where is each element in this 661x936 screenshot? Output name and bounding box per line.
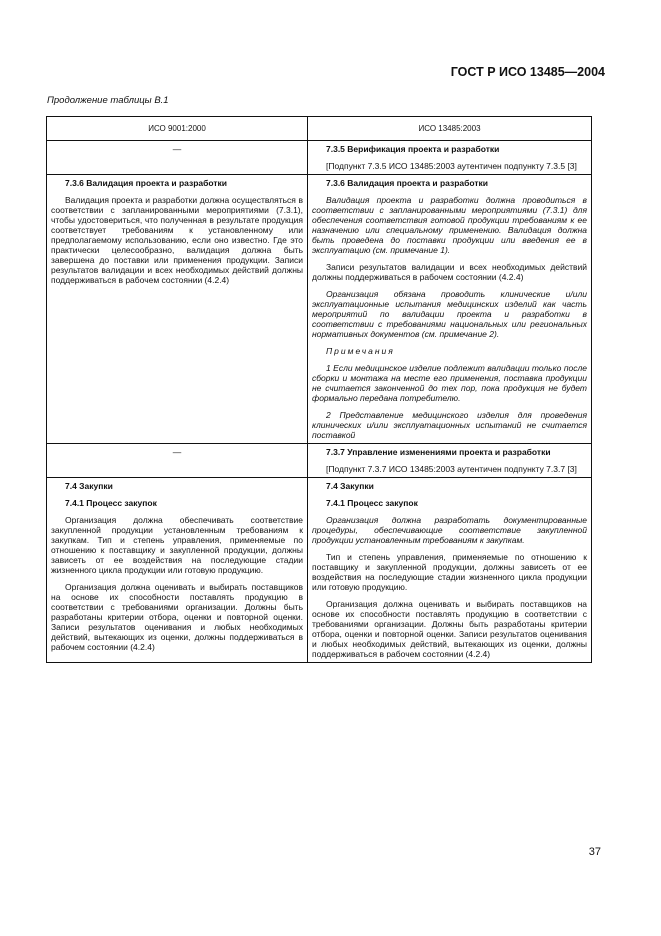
clause-heading: 7.4.1 Процесс закупок (326, 498, 418, 508)
clause-heading: 7.4.1 Процесс закупок (65, 498, 157, 508)
paragraph: Организация должна обеспечивать соответствие закупленной продукции установленным требованиям к закупкам. Тип и степень управления, применяемые по отношению к поставщику и закупленной продукции, должны зависеть от ее воздействия на последующие стадии жизненного цикла продукции или готовую продукцию. (51, 515, 303, 575)
cell-iso13485 (308, 141, 592, 175)
cell-iso13485 (308, 478, 592, 663)
cell-iso9001 (47, 141, 308, 175)
table-row (47, 444, 592, 478)
table-row (47, 478, 592, 663)
cell-iso13485 (308, 444, 592, 478)
paragraph: Организация обязана проводить клинические и/или эксплуатационные испытания медицинских изделий как часть мероприятий по валидации проекта и разработки в соответствии с требованиями национальных или региональных нормативных документов (см. примечание 2). (312, 289, 587, 339)
column-header-iso13485: ИСО 13485:2003 (308, 117, 592, 141)
paragraph: Валидация проекта и разработки должна проводиться в соответствии с запланированными мероприятиями (7.3.1) для обеспечения соответствия готовой продукции требованиям к ее назначению или специальному применению. Валидация должна быть проведена до поставки продукции или введения ее в эксплуатацию (см. примечание 1). (312, 195, 587, 255)
column-header-iso9001: ИСО 9001:2000 (47, 117, 308, 141)
empty-dash: — (172, 144, 182, 154)
document-title: ГОСТ Р ИСО 13485—2004 (450, 65, 605, 79)
paragraph: Валидация проекта и разработки должна осуществляться в соответствии с запланированными мероприятиями (7.3.1), чтобы удостовериться, что полученная в результате продукция соответствует требованиям к установленному или предполагаемому использованию, если оно известно. Где это практически целесообразно, валидация должна быть завершена до поставки или применения продукции. Записи результатов валидации и всех необходимых действий должны поддерживаться в рабочем состоянии (4.2.4) (51, 195, 303, 285)
clause-heading: 7.3.5 Верификация проекта и разработки (326, 144, 500, 154)
table-caption: Продолжение таблицы В.1 (47, 95, 169, 106)
cell-iso9001 (47, 478, 308, 663)
paragraph: Организация должна оценивать и выбирать поставщиков на основе их способности поставлять продукцию в соответствии с требованиями организации. Должны быть разработаны критерии отбора, оценки и повторной оценки. Записи результатов оценивания и любых необходимых действий, вытекающих из оценки, должны поддерживаться в рабочем состоянии (4.2.4) (51, 582, 303, 652)
table-row (47, 141, 592, 175)
cell-iso9001 (47, 444, 308, 478)
comparison-table (46, 116, 592, 663)
paragraph: Записи результатов валидации и всех необходимых действий должны поддерживаться в рабочем состоянии (4.2.4) (312, 262, 587, 282)
paragraph: [Подпункт 7.3.7 ИСО 13485:2003 аутентичен подпункту 7.3.7 [3] (326, 464, 577, 474)
clause-heading: 7.3.6 Валидация проекта и разработки (65, 178, 228, 188)
clause-heading: 7.3.7 Управление изменениями проекта и разработки (326, 447, 551, 457)
cell-iso13485 (308, 175, 592, 444)
table-header-row (47, 117, 592, 141)
paragraph: Организация должна оценивать и выбирать поставщиков на основе их способности поставлять продукцию в соответствии с требованиями организации. Должны быть разработаны критерии отбора, оценки и повторной оценки. Записи результатов оценивания и любых необходимых действий, вытекающих из оценки, должны поддерживаться в рабочем состоянии (4.2.4) (312, 599, 587, 659)
note-item: 1 Если медицинское изделие подлежит валидации только после сборки и монтажа на месте его применения, поставка продукции не считается законченной до тех пор, пока продукция не будет формально передана потребителю. (312, 363, 587, 403)
table-row (47, 175, 592, 444)
section-heading: 7.4 Закупки (326, 481, 374, 491)
cell-iso9001 (47, 175, 308, 444)
clause-heading: 7.3.6 Валидация проекта и разработки (326, 178, 489, 188)
notes-heading: Примечания (326, 346, 395, 356)
paragraph: Тип и степень управления, применяемые по отношению к поставщику и закупленной продукции, должны зависеть от ее воздействия на последующие стадии жизненного цикла продукции или готовую продукцию. (312, 552, 587, 592)
empty-dash: — (172, 447, 182, 457)
paragraph: Организация должна разработать документированные процедуры, обеспечивающие соответствие закупленной продукции установленным требованиям к закупкам. (312, 515, 587, 545)
section-heading: 7.4 Закупки (65, 481, 113, 491)
page-number: 37 (588, 846, 601, 858)
note-item: 2 Представление медицинского изделия для проведения клинических и/или эксплуатационных испытаний не считается поставкой (312, 410, 587, 440)
paragraph: [Подпункт 7.3.5 ИСО 13485:2003 аутентичен подпункту 7.3.5 [3] (326, 161, 577, 171)
